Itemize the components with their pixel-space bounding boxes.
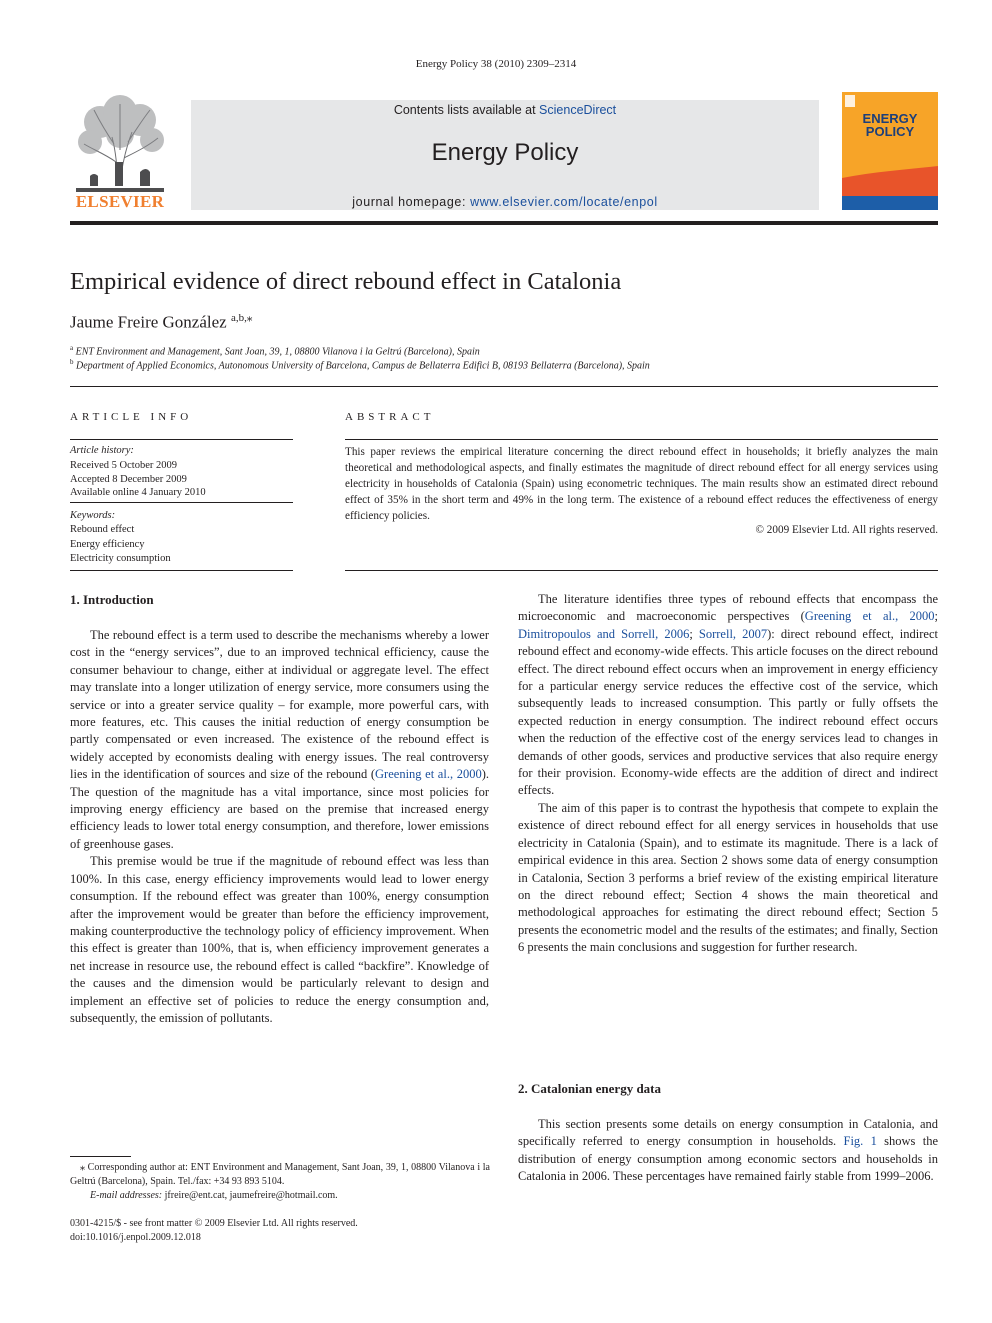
- sciencedirect-link[interactable]: ScienceDirect: [539, 103, 617, 117]
- front-matter: [70, 1217, 358, 1245]
- intro-paragraph-4: The aim of this paper is to contrast the hypothesis that compete to explain the existence of direct rebound effect for all energy services in households that use electricity in Catalonia (Spain), and to estimate its magnitude. There is a lack of empirical evidence in this area. Section 2 shows some data of energy consumption in Catalonia, Section 3 performs a brief review of the existing empirical literature on the direct rebound effect; Section 4 shows the main theoretical and methodological approaches for estimating the direct rebound effect; Section 5 presents the econometric model and the results of the estimates; and finally, Section 6 presents the main conclusions and suggestion for further research.: [518, 800, 938, 955]
- keyword-item: Rebound effect: [70, 524, 135, 535]
- abstract-rule-bottom: [345, 570, 938, 571]
- running-header: Energy Policy 38 (2010) 2309–2314: [415, 58, 577, 70]
- affiliation-b: $^b$ Department of Applied Economics, Autonomous University of Barcelona, Campus de Bellaterra Edifici B, 08193 Bellaterra (Barcelona), Spain: [70, 358, 650, 372]
- footnote-rule: [70, 1156, 131, 1157]
- section-2-paragraph-1: This section presents some details on energy consumption in Catalonia, and specifically referred to energy consumption in households. Fig. 1 shows the distribution of energy consumption among economic sectors and households in Catalonia in 2006. These percentages have remained fairly stable from 1999–2006.: [518, 1117, 938, 1184]
- contents-prefix: Contents lists available at: [393, 103, 540, 117]
- email-note: E-mail addresses: jfreire@ent.cat, jaumefreire@hotmail.com.: [90, 1190, 338, 1201]
- article-info-rule-2: [70, 502, 293, 503]
- journal-homepage-line: [191, 195, 819, 209]
- keyword-item: Energy efficiency: [70, 539, 145, 550]
- article-info-heading: ARTICLE INFO: [70, 411, 193, 423]
- history-online: Available online 4 January 2010: [70, 487, 206, 498]
- citation-link[interactable]: Sorrell, 2007: [698, 626, 768, 641]
- contents-line: [191, 103, 819, 117]
- masthead-divider: [70, 221, 938, 225]
- affiliation-a: $^a$ ENT Environment and Management, Sant Joan, 39, 1, 08800 Vilanova i la Geltrú (Barcelona), Spain: [70, 344, 480, 358]
- article-info-rule: [70, 439, 293, 440]
- author-line: [70, 311, 252, 333]
- footnote: [70, 1161, 490, 1203]
- right-column-body: [518, 591, 938, 957]
- history-accepted: Accepted 8 December 2009: [70, 474, 187, 485]
- elsevier-wordmark: ELSEVIER: [75, 192, 165, 211]
- intro-paragraph-2: This premise would be true if the magnitude of rebound effect was less than 100%. In this case, energy efficiency improvements would lead to lower energy consumption. If the rebound effect was greater than 100%, energy consumption after the improvement would be greater than before the efficiency improvement, making counterproductive the technology policy of efficiency improvement. When this effect is greater than 100%, that is, when efficiency improvement generates a net increase in resource use, the rebound effect is called “backfire”. Knowledge of the causes and the dimension would be particularly relevant to design and implement an effective set of policies to reduce the energy consumption and, subsequently, the emission of pollutants.: [70, 854, 489, 1025]
- doi-line: doi:10.1016/j.enpol.2009.12.018: [70, 1232, 201, 1243]
- article-history-label: Article history:: [70, 445, 134, 456]
- citation-link[interactable]: Dimitropoulos and Sorrell, 2006: [518, 626, 690, 641]
- abstract-rule: [345, 439, 938, 440]
- section-2-body: [518, 1116, 938, 1186]
- homepage-prefix: journal homepage:: [352, 195, 471, 209]
- abstract-heading: ABSTRACT: [345, 411, 435, 423]
- history-received: Received 5 October 2009: [70, 460, 178, 471]
- journal-cover-thumbnail: [842, 92, 938, 210]
- author-name: Jaume Freire González: [70, 312, 227, 332]
- author-affiliation-marks[interactable]: a,b,⁎: [230, 312, 253, 324]
- corresponding-author-note: ⁎ Corresponding author at: ENT Environment and Management, Sant Joan, 39, 1, 08800 Vilanova i la Geltrú (Barcelona), Spain. Tel./fax: +34 93 893 5104.: [70, 1162, 490, 1187]
- intro-paragraph-3: The literature identifies three types of rebound effects that encompass the microeconomic and macroeconomic perspectives (Greening et al., 2000; Dimitropoulos and Sorrell, 2006; Sorrell, 2007): direct rebound effect, indirect rebound effect and economy-wide effects. This article focuses on the direct rebound effect. The direct rebound effect occurs when an improvement in energy efficiency for a particular energy service reduces the effective cost of the service, which subsequently leads to increased consumption. This partly or fully offsets the expected reduction in energy consumption. The indirect rebound effect occurs when the reduction of the effective cost of the energy services lead to changes in demands of other goods, services and productive services that also require energy for their provision. Economy-wide effects are the addition of direct and indirect effects.: [518, 592, 938, 798]
- cover-title-line2: POLICY: [865, 124, 915, 139]
- citation-link[interactable]: Greening et al., 2000: [804, 609, 935, 624]
- article-info-rule-3: [70, 570, 293, 571]
- issn-line: 0301-4215/$ - see front matter © 2009 Elsevier Ltd. All rights reserved.: [70, 1218, 358, 1229]
- title-divider: [70, 386, 938, 387]
- article-title: Empirical evidence of direct rebound effect in Catalonia: [70, 268, 622, 295]
- journal-homepage-link[interactable]: www.elsevier.com/locate/enpol: [470, 195, 658, 209]
- keywords-label: Keywords:: [70, 510, 116, 521]
- left-column-body: [70, 627, 489, 1027]
- section-1-heading: 1. Introduction: [70, 592, 154, 607]
- figure-link[interactable]: Fig. 1: [843, 1134, 877, 1149]
- intro-paragraph-1: The rebound effect is a term used to describe the mechanisms whereby a lower cost in the “energy services”, due to an improved technical efficiency, cause the consumer behaviour to change, either at individual or aggregate level. The effect may translate into a longer utilization of energy service, more consumers using the service or into a greater service quality – for example, more powerful cars, with more features, etc. This causes the initial reduction of energy consumption be partly compensated or even increased. The existence of the rebound effect is widely accepted by economists dealing with energy issues. The real controversy lies in the identification of sources and size of the rebound (Greening et al., 2000). The question of the magnitude has a vital importance, since most policies for improving energy efficiency are based on the premise that increased energy efficiency leads to lower total energy consumption, and therefore, lower emissions of greenhouse gases.: [70, 628, 489, 851]
- abstract-text: This paper reviews the empirical literature concerning the direct rebound effect in households; it briefly analyzes the main theoretical and methodological aspects, and finally estimates the magnitude of direct rebound effect for all energy services using electricity in households of Catalonia (Spain) using econometric techniques. The main results show an estimated direct rebound effect of 35% in the short term and 49% in the long term. The existence of a rebound effect reduces the effectiveness of energy efficiency policies.: [345, 446, 938, 522]
- section-2-heading: 2. Catalonian energy data: [518, 1081, 661, 1096]
- abstract-copyright: © 2009 Elsevier Ltd. All rights reserved.: [755, 524, 938, 536]
- citation-link[interactable]: Greening et al., 2000: [375, 767, 482, 782]
- cover-title-line1: ENERGY: [862, 111, 918, 126]
- journal-name: Energy Policy: [431, 139, 579, 166]
- keyword-item: Electricity consumption: [70, 553, 171, 564]
